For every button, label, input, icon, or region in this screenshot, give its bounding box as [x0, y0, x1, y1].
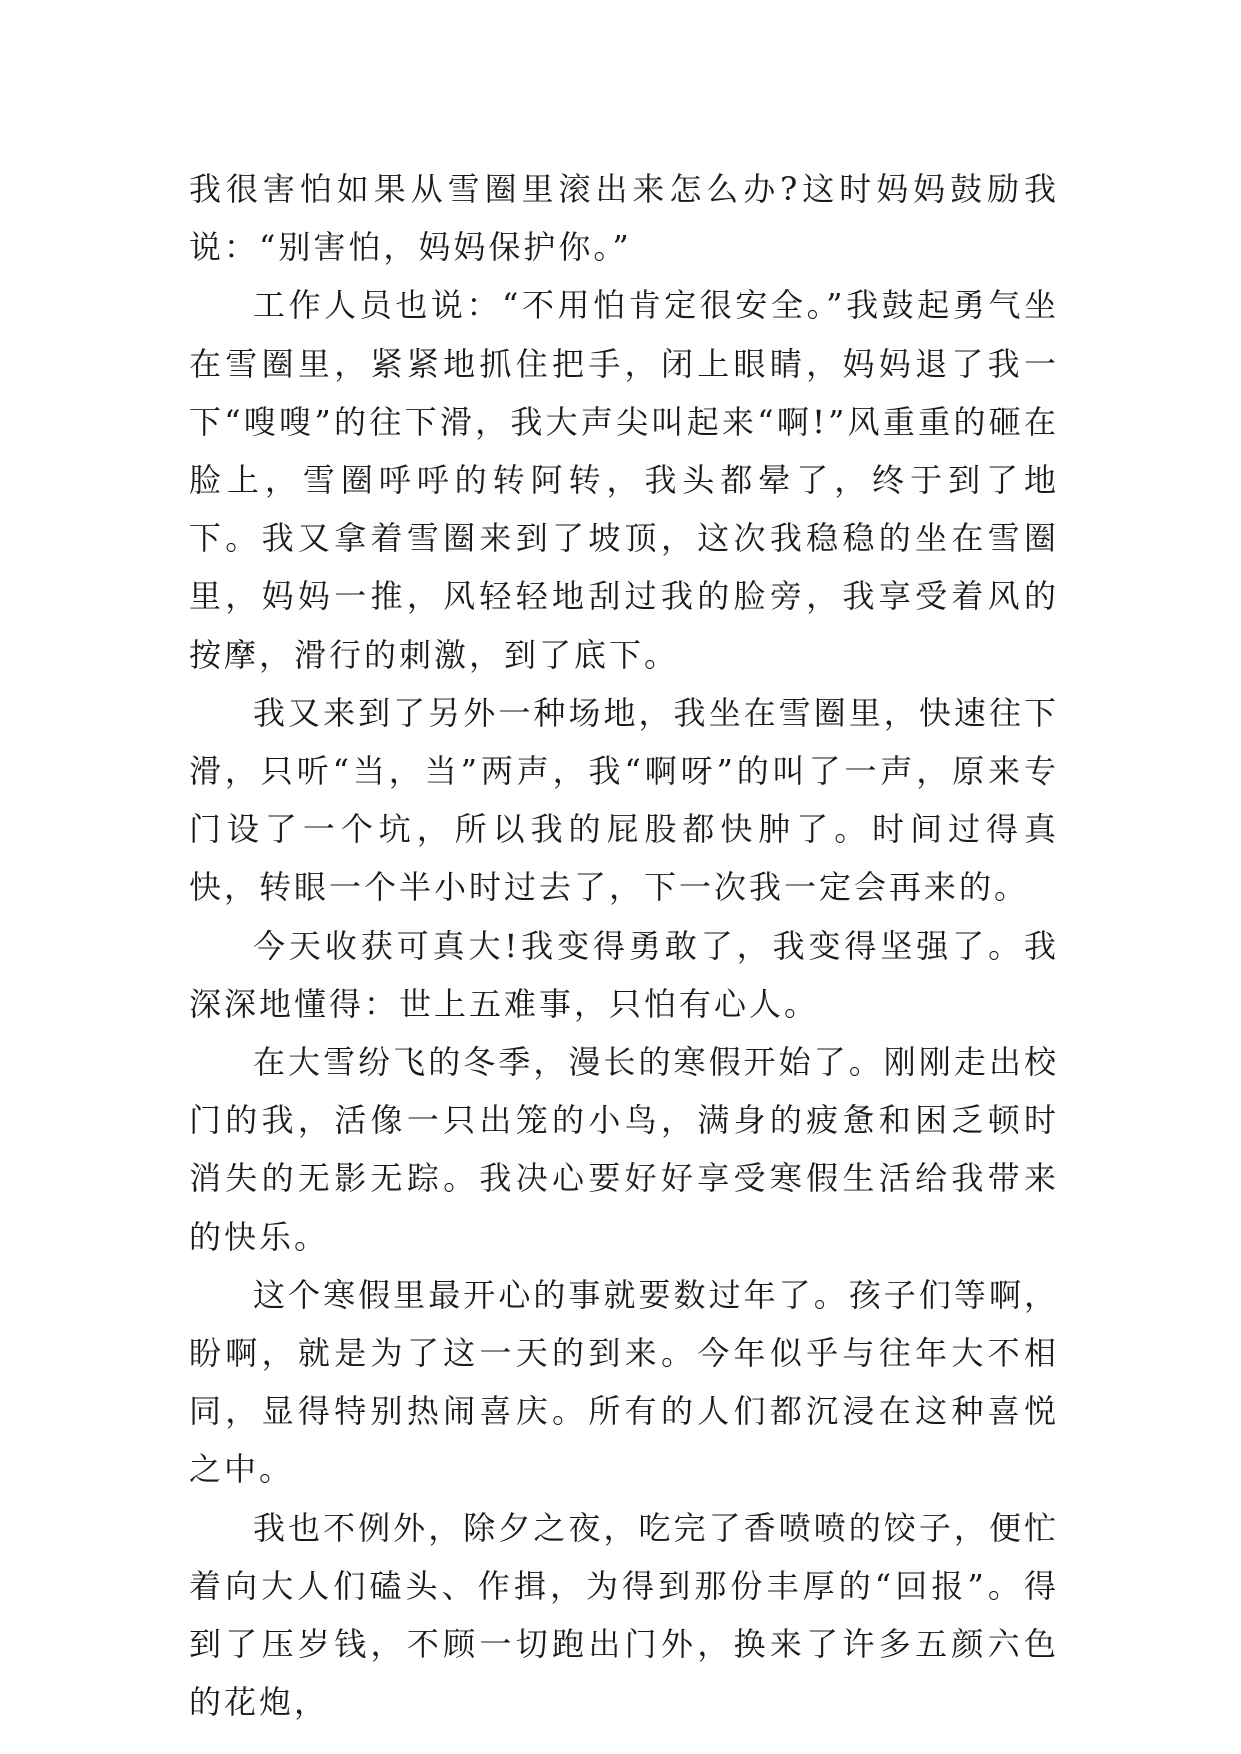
paragraph-2: 工作人员也说：“不用怕肯定很安全。”我鼓起勇气坐在雪圈里，紧紧地抓住把手，闭上眼睛，妈妈退了我一下“嗖嗖”的往下滑，我大声尖叫起来“啊!”风重重的砸在脸上，雪圈呼呼的转阿转，我头都晕了，终于到了地下。我又拿着雪圈来到了坡顶，这次我稳稳的坐在雪圈里，妈妈一推，风轻轻地刮过我的脸旁，我享受着风的按摩，滑行的刺激，到了底下。: [189, 286, 1059, 674]
paragraph-6: 这个寒假里最开心的事就要数过年了。孩子们等啊，盼啊，就是为了这一天的到来。今年似乎与往年大不相同，显得特别热闹喜庆。所有的人们都沉浸在这种喜悦之中。: [189, 1275, 1059, 1489]
paragraph-5: 在大雪纷飞的冬季，漫长的寒假开始了。刚刚走出校门的我，活像一只出笼的小鸟，满身的疲惫和困乏顿时消失的无影无踪。我决心要好好享受寒假生活给我带来的快乐。: [189, 1043, 1059, 1256]
paragraph-7: 我也不例外，除夕之夜，吃完了香喷喷的饺子，便忙着向大人们磕头、作揖，为得到那份丰厚的“回报”。得到了压岁钱，不顾一切跑出门外，换来了许多五颜六色的花炮，: [189, 1508, 1059, 1722]
paragraph-3: 我又来到了另外一种场地，我坐在雪圈里，快速往下滑，只听“当，当”两声，我“啊呀”的叫了一声，原来专门设了一个坑，所以我的屁股都快肿了。时间过得真快，转眼一个半小时过去了，下一次我一定会再来的。: [189, 693, 1059, 907]
paragraph-1: 我很害怕如果从雪圈里滚出来怎么办?这时妈妈鼓励我说：“别害怕，妈妈保护你。”: [189, 170, 1059, 267]
paragraph-4: 今天收获可真大!我变得勇敢了，我变得坚强了。我深深地懂得：世上五难事，只怕有心人。: [189, 926, 1059, 1023]
document-body: [189, 160, 1059, 1731]
